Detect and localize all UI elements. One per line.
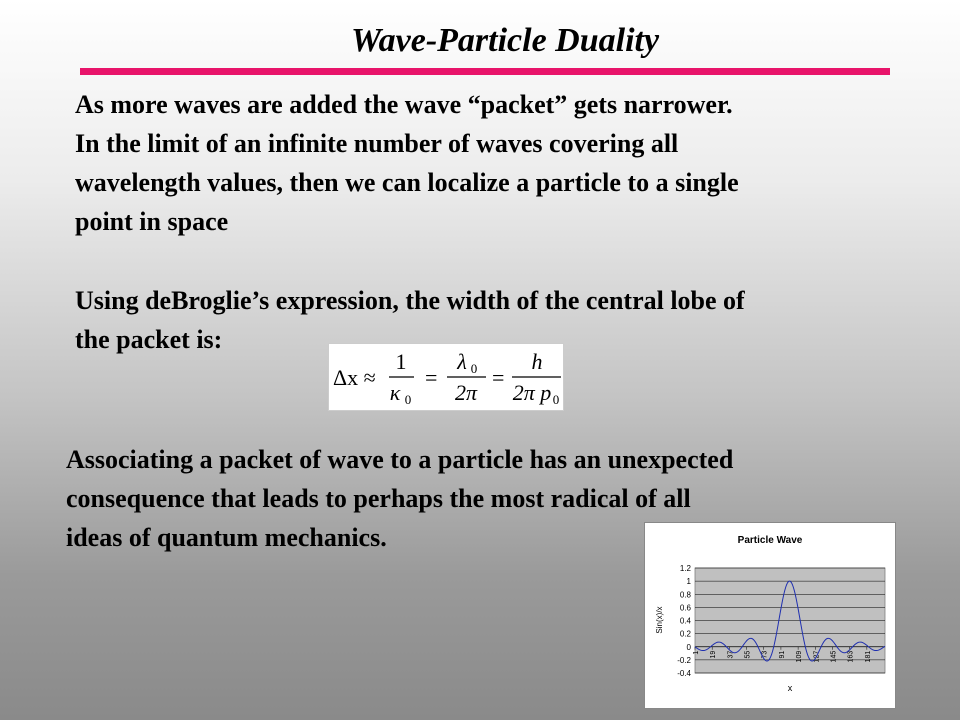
formula-t3-den: 2π p <box>512 380 552 405</box>
paragraph-line: In the limit of an infinite number of waves covering all <box>75 129 679 158</box>
x-tick-label: 37 <box>727 650 735 659</box>
formula-t3-num: h <box>531 349 543 374</box>
y-tick-label: 1.2 <box>679 564 691 573</box>
y-tick-label: 0.4 <box>679 616 691 626</box>
particle-wave-chart <box>644 522 896 709</box>
x-tick-label: 127 <box>813 650 821 663</box>
y-tick-label: 1 <box>686 577 691 587</box>
paragraph-line: ideas of quantum mechanics. <box>66 523 387 552</box>
x-tick-label: 1 <box>693 650 700 655</box>
paragraph-line: the packet is: <box>75 325 223 354</box>
y-tick-label: -0.4 <box>677 669 691 678</box>
y-tick-label: 0.6 <box>679 603 691 613</box>
slide-title: Wave-Particle Duality <box>350 22 660 59</box>
paragraph-line: consequence that leads to perhaps the most radical of all <box>66 484 691 513</box>
title-underline <box>80 68 890 75</box>
x-axis-label: x <box>787 683 793 693</box>
paragraph-line: Using deBroglie’s expression, the width of the central lobe of <box>75 286 745 315</box>
paragraph-wave-packet <box>75 85 739 241</box>
formula-t3-den-sub: 0 <box>552 392 560 407</box>
y-tick-label: -0.2 <box>677 655 691 665</box>
y-axis-label: Sin(x)/x <box>655 606 664 634</box>
y-tick-label: 0.2 <box>679 629 691 639</box>
formula-t1-den-sub: 0 <box>404 392 412 407</box>
x-tick-label: 145 <box>830 650 838 663</box>
x-tick-label: 109 <box>796 650 804 663</box>
x-tick-label: 19 <box>710 650 718 659</box>
paragraph-consequence <box>66 440 733 557</box>
y-tick-label: 0.8 <box>679 590 691 600</box>
formula-equation <box>329 344 563 410</box>
formula-box <box>328 343 564 411</box>
formula-eq2: = <box>492 365 505 390</box>
y-tick-label: 0 <box>686 642 691 652</box>
x-tick-label: 181 <box>864 650 872 663</box>
formula-t1-den: κ <box>389 380 401 405</box>
x-tick-label: 55 <box>744 650 752 659</box>
y-tick-labels <box>677 564 691 678</box>
formula-t2-num: λ <box>457 349 467 374</box>
chart-title: Particle Wave <box>737 535 803 546</box>
paragraph-line: point in space <box>75 207 229 236</box>
paragraph-line: wavelength values, then we can localize a particle to a single <box>75 168 739 197</box>
formula-eq1: = <box>425 365 438 390</box>
x-tick-label: 73 <box>761 650 769 659</box>
formula-t2-num-sub: 0 <box>470 361 478 376</box>
formula-t2-den: 2π <box>454 380 478 405</box>
x-tick-label: 163 <box>847 650 855 663</box>
paragraph-line: Associating a packet of wave to a particle has an unexpected <box>66 445 734 474</box>
chart-canvas <box>645 523 895 708</box>
formula-t1-num: 1 <box>395 349 407 374</box>
paragraph-line: As more waves are added the wave “packet” gets narrower. <box>75 90 733 119</box>
formula-lhs: Δx ≈ <box>333 365 376 390</box>
x-tick-label: 91 <box>778 650 786 659</box>
